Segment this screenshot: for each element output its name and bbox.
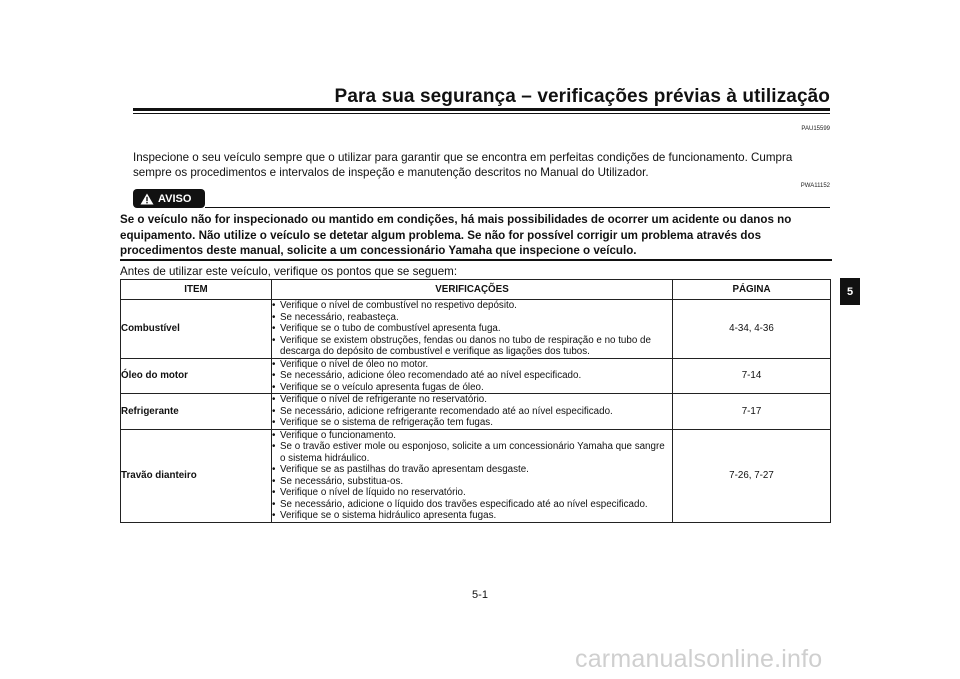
check-item: • Verifique se o sistema hidráulico apresenta fugas. — [272, 510, 672, 522]
checks-cell — [272, 300, 673, 359]
chapter-tab: 5 — [840, 278, 860, 305]
page-cell: 7-26, 7-27 — [673, 429, 831, 522]
page-cell: 7-17 — [673, 394, 831, 430]
check-item: • Verifique o nível de combustível no respetivo depósito. — [272, 300, 672, 312]
warning-triangle-icon — [140, 193, 154, 205]
check-item: • Verifique o nível de líquido no reservatório. — [272, 487, 672, 499]
check-item: • Verifique se o tubo de combustível apresenta fuga. — [272, 323, 672, 335]
header-checks: VERIFICAÇÕES — [272, 280, 673, 300]
item-cell: Óleo do motor — [121, 358, 272, 394]
header-page: PÁGINA — [673, 280, 831, 300]
pre-table-text: Antes de utilizar este veículo, verifique os pontos que se seguem: — [120, 265, 458, 278]
check-item: • Verifique se o sistema de refrigeração tem fugas. — [272, 417, 672, 429]
table-row — [121, 394, 831, 430]
watermark: carmanualsonline.info — [575, 645, 823, 673]
intro-paragraph: Inspecione o seu veículo sempre que o utilizar para garantir que se encontra em perfeitas condições de funcionamento. Cumpra sempre os procedimentos e intervalos de inspeção e manutenção descritos no Manual do Utilizador. — [133, 151, 793, 179]
warning-label — [133, 189, 205, 208]
checks-cell — [272, 394, 673, 430]
checks-list — [272, 394, 672, 429]
page-cell: 7-14 — [673, 358, 831, 394]
check-item: • Se necessário, adicione óleo recomendado até ao nível especificado. — [272, 370, 672, 382]
item-cell: Combustível — [121, 300, 272, 359]
warning-code: PWA11152 — [800, 183, 830, 189]
check-item: • Verifique o funcionamento. — [272, 430, 672, 442]
item-cell: Refrigerante — [121, 394, 272, 430]
check-item: • Verifique se as pastilhas do travão apresentam desgaste. — [272, 464, 672, 476]
header-item: ITEM — [121, 280, 272, 300]
section-code: PAU15599 — [801, 126, 830, 132]
check-item: • Verifique se existem obstruções, fendas ou danos no tubo de respiração e no tubo de descarga do depósito de combustível e verifique as ligações dos tubos. — [272, 335, 672, 358]
warning-text: Se o veículo não for inspecionado ou mantido em condições, há mais possibilidades de ocorrer um acidente ou danos no equipamento. Não utilize o veículo se detetar algum problema. Se não for possível corrigir um problema através dos procedimentos deste manual, solicite a um concessionário Yamaha que inspecione o veículo. — [120, 213, 792, 257]
check-item: • Se o travão estiver mole ou esponjoso, solicite a um concessionário Yamaha que sangre o sistema hidráulico. — [272, 441, 672, 464]
table-row — [121, 358, 831, 394]
check-item: • Se necessário, adicione refrigerante recomendado até ao nível especificado. — [272, 406, 672, 418]
checks-cell — [272, 429, 673, 522]
checks-list — [272, 300, 672, 358]
checks-table — [120, 279, 831, 523]
checks-list — [272, 359, 672, 394]
item-cell: Travão dianteiro — [121, 429, 272, 522]
title-rule-thin — [133, 113, 830, 114]
check-item: • Se necessário, substitua-os. — [272, 476, 672, 488]
warning-rule — [205, 207, 830, 208]
table-header-row — [121, 280, 831, 300]
warning-end-rule — [120, 259, 832, 261]
page-title: Para sua segurança – verificações prévias à utilização — [334, 86, 830, 107]
check-item: • Verifique o nível de óleo no motor. — [272, 359, 672, 371]
title-rule — [133, 108, 830, 111]
check-item: • Se necessário, reabasteça. — [272, 312, 672, 324]
check-item: • Verifique se o veículo apresenta fugas de óleo. — [272, 382, 672, 394]
page-number: 5-1 — [472, 589, 488, 601]
page-cell: 4-34, 4-36 — [673, 300, 831, 359]
check-item: • Verifique o nível de refrigerante no reservatório. — [272, 394, 672, 406]
table-row — [121, 429, 831, 522]
checks-list — [272, 430, 672, 522]
checks-cell — [272, 358, 673, 394]
table-row — [121, 300, 831, 359]
warning-label-text: AVISO — [158, 192, 192, 205]
check-item: • Se necessário, adicione o líquido dos travões especificado até ao nível especificado. — [272, 499, 672, 511]
